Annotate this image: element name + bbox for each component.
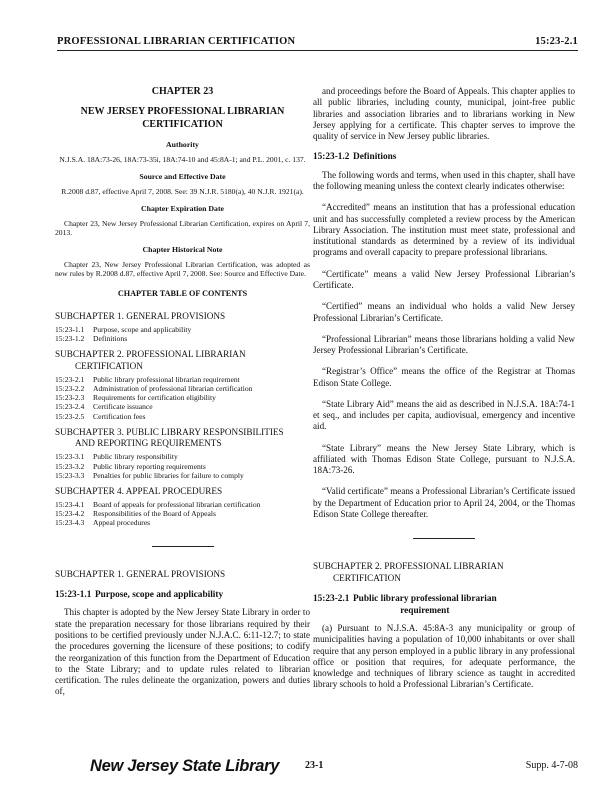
toc-subchapter	[55, 311, 310, 322]
right-column	[313, 86, 575, 691]
definition-item: “Registrar’s Office” means the office of the Registrar at Thomas Edison State College.	[313, 366, 575, 388]
toc-heading: CHAPTER TABLE OF CONTENTS	[117, 288, 248, 298]
toc-entry	[55, 384, 310, 393]
toc-entry-number: 15:23-1.2	[55, 334, 85, 344]
toc-subchapter	[55, 349, 310, 372]
toc-entry	[55, 375, 310, 384]
section-number: 15:23-1.2	[313, 152, 350, 163]
toc-entry-number: 15:23-2.3	[55, 393, 85, 403]
toc-entry	[55, 402, 310, 411]
source-text: R.2008 d.87, effective April 7, 2008. See: 39 N.J.R. 5180(a), 40 N.J.R. 1921(a).	[61, 186, 304, 196]
toc-entry-number: 15:23-1.1	[55, 325, 85, 335]
history-heading: Chapter Historical Note	[142, 245, 223, 255]
section-number: 15:23-1.1	[55, 589, 92, 600]
toc-entry-title: Public library reporting requirements	[93, 461, 206, 471]
toc-entry	[55, 462, 310, 471]
section-2-1-text: (a) Pursuant to N.J.S.A. 45:8A-3 any municipality or group of municipalities having a population of 10,000 inhabitants or over shall require that any person employed in a public library in any professional office or position that requires, for adequate performance, the knowledge and techniques of library science as taught in accredited library schools to hold a Professional Librarian’s Certificate.	[313, 623, 575, 690]
definitions-list	[313, 202, 575, 520]
chapter-title: NEW JERSEY PROFESSIONAL LIBRARIAN CERTIFICATION	[80, 106, 285, 130]
running-header	[57, 36, 578, 47]
supplement-date: Supp. 4-7-08	[525, 760, 578, 771]
state-library-logo: New Jersey State Library	[90, 757, 280, 775]
subchapter-2-title: SUBCHAPTER 2. PROFESSIONAL LIBRARIAN	[313, 561, 504, 572]
subchapter-2-heading	[313, 561, 575, 584]
toc-entry-title: Certification fees	[93, 411, 146, 421]
toc-subchapter	[55, 486, 310, 497]
toc-entry-number: 15:23-4.1	[55, 500, 85, 510]
section-text: This chapter is adopted by the New Jersey State Library in order to state the preparation necessary for those librarians required by their positions to be certified previously under N.J.A.C. 6:11-12.7; to state the procedures governing the licensure of these positions; to codify the reorganization of this function from the Department of Education to the State Library; and to update rules related to librarian certification. The rules delineate the organization, powers and duties of,	[55, 607, 310, 697]
toc-entry-title: Definitions	[93, 334, 128, 344]
toc-entry-number: 15:23-3.3	[55, 470, 85, 480]
header-title: PROFESSIONAL LIBRARIAN CERTIFICATION	[57, 36, 296, 47]
continued-text: and proceedings before the Board of Appeals. This chapter applies to all public libraries, including county, municipal, joint-free public libraries and association libraries and to librarians working in New Jersey applying for a certificate. This chapter serves to improve the quality of service in New Jersey public libraries.	[313, 86, 575, 142]
section-title: Definitions	[353, 152, 397, 163]
toc-subchapter-title-cont: CERTIFICATION	[75, 360, 143, 371]
definition-item: “Certified” means an individual who holds a valid New Jersey Professional Librarian’s Certificate.	[313, 301, 575, 323]
toc-subchapter-title-cont: AND REPORTING REQUIREMENTS	[75, 438, 222, 449]
toc-entry	[55, 518, 310, 527]
source-heading: Source and Effective Date	[139, 172, 226, 182]
toc-entry-number: 15:23-2.4	[55, 402, 85, 412]
expiration-heading: Chapter Expiration Date	[140, 204, 225, 214]
definition-item: “Accredited” means an institution that has a professional education unit and has successfully completed a review process by the American Library Association. The institution must meet state, professional and institutional standards as determined by a review of its individual programs and overall capacity to prepare professional librarians.	[313, 202, 575, 258]
toc-subchapter-title: SUBCHAPTER 3. PUBLIC LIBRARY RESPONSIBILITIES	[55, 426, 284, 437]
toc-subchapter-title: SUBCHAPTER 1. GENERAL PROVISIONS	[55, 310, 226, 321]
left-column	[55, 86, 310, 698]
section-heading	[55, 590, 310, 602]
definitions-heading	[313, 152, 575, 164]
toc-entry	[55, 393, 310, 402]
section-2-1-heading	[313, 594, 575, 617]
section-title: Purpose, scope and applicability	[95, 589, 224, 600]
toc-entry-number: 15:23-2.5	[55, 411, 85, 421]
toc-entry	[55, 471, 310, 480]
toc-entry	[55, 509, 310, 518]
definition-item: “State Library” means the New Jersey State Library, which is affiliated with Thomas Edison State College, pursuant to N.J.S.A. 18A:73-26.	[313, 442, 575, 476]
section-title: Public library professional librarian	[353, 594, 497, 605]
header-rule	[57, 50, 578, 51]
toc-entry-title: Public library professional librarian requirement	[93, 375, 240, 385]
subchapter-1-heading: SUBCHAPTER 1. GENERAL PROVISIONS	[55, 568, 226, 579]
toc-entry	[55, 500, 310, 509]
toc-subchapter-title: SUBCHAPTER 4. APPEAL PROCEDURES	[55, 485, 223, 496]
toc-entry-title: Penalties for public libraries for failure to comply	[93, 470, 244, 480]
toc-entry-title: Responsibilities of the Board of Appeals	[93, 509, 216, 519]
toc-entry	[55, 452, 310, 461]
toc-entry-title: Board of appeals for professional librarian certification	[93, 500, 261, 510]
toc-entry-number: 15:23-2.1	[55, 375, 85, 385]
toc-entry	[55, 412, 310, 421]
definition-item: “Certificate” means a valid New Jersey Professional Librarian’s Certificate.	[313, 268, 575, 290]
expiration-text: Chapter 23, New Jersey Professional Librarian Certification, expires on April 7, 2013.	[55, 218, 310, 238]
definitions-intro: The following words and terms, when used in this chapter, shall have the following meaning unless the context clearly indicates otherwise:	[313, 169, 575, 192]
toc-entry-title: Public library responsibility	[93, 452, 178, 462]
section-number: 15:23-2.1	[313, 594, 350, 605]
toc-entry-title: Certificate issuance	[93, 402, 153, 412]
toc-entry-title: Appeal procedures	[93, 518, 151, 528]
definition-item: “Professional Librarian” means those librarians holding a valid New Jersey Professional Librarian’s Certificate.	[313, 333, 575, 356]
toc-entry-number: 15:23-2.2	[55, 384, 85, 394]
definition-item: “Valid certificate” means a Professional Librarian’s Certificate issued by the Department of Education prior to April 24, 2004, or the Thomas Edison State College thereafter.	[313, 486, 575, 519]
table-of-contents	[55, 311, 310, 528]
authority-text: N.J.S.A. 18A:73-26, 18A:73-35i, 18A:74-10 and 45:8A-1; and P.L. 2001, c. 137.	[59, 155, 306, 165]
toc-subchapter	[55, 427, 310, 450]
section-divider	[152, 546, 214, 547]
toc-entry-number: 15:23-3.1	[55, 452, 85, 462]
page-number: 23-1	[305, 760, 324, 771]
toc-entry-number: 15:23-3.2	[55, 461, 85, 471]
authority-heading: Authority	[166, 140, 199, 150]
toc-subchapter-title: SUBCHAPTER 2. PROFESSIONAL LIBRARIAN	[55, 349, 246, 360]
toc-entry-number: 15:23-4.3	[55, 518, 85, 528]
history-text: Chapter 23, New Jersey Professional Librarian Certification, was adopted as new rules by R.2008 d.87, effective April 7, 2008. See: Source and Effective Date.	[55, 260, 310, 279]
toc-entry-title: Administration of professional librarian certification	[93, 384, 253, 394]
toc-entry	[55, 325, 310, 334]
definition-item: “State Library Aid” means the aid as described in N.J.S.A. 18A:74-1 et seq., and includes per capita, audiovisual, emergency and incentive aid.	[313, 398, 575, 432]
toc-entry-title: Requirements for certification eligibility	[93, 393, 216, 403]
chapter-number: CHAPTER 23	[151, 86, 214, 97]
toc-entry	[55, 334, 310, 343]
header-section-number: 15:23-2.1	[535, 36, 578, 47]
section-divider	[413, 538, 475, 539]
section-title-cont: requirement	[400, 605, 450, 616]
subchapter-2-title-cont: CERTIFICATION	[333, 572, 401, 583]
toc-entry-title: Purpose, scope and applicability	[93, 325, 192, 335]
toc-entry-number: 15:23-4.2	[55, 509, 85, 519]
